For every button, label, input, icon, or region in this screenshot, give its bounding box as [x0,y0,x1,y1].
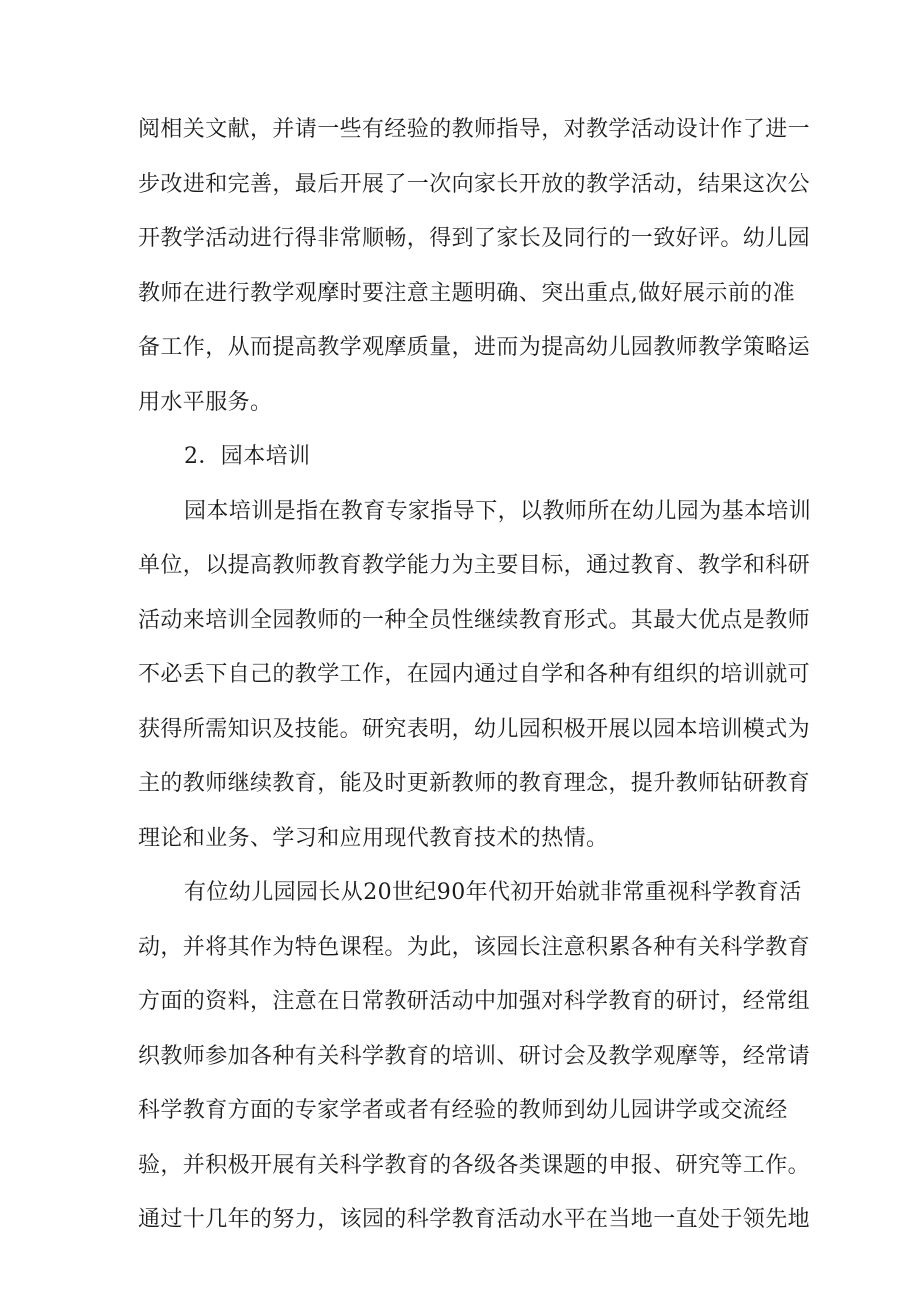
paragraph-line: 有位幼儿园园长从20世纪90年代初开始就非常重视科学教育活 [184,880,802,905]
paragraph-line: 通过十几年的努力，该园的科学教育活动水平在当地一直处于领先地 [138,1207,811,1232]
document-body [138,103,812,1248]
paragraph-line: 阅相关文献，并请一些有经验的教师指导，对教学活动设计作了进一 [138,117,811,142]
paragraph-line: 单位，以提高教师教育教学能力为主要目标，通过教育、教学和科研 [138,553,811,578]
paragraph-line: 获得所需知识及技能。研究表明，幼儿园积极开展以园本培训模式为 [138,716,811,742]
paragraph-line: 备工作，从而提高教学观摩质量，进而为提高幼儿园教师教学策略运 [138,335,811,360]
paragraph-line: 理论和业务、学习和应用现代教育技术的热情。 [138,825,609,851]
paragraph-line: 开教学活动进行得非常顺畅，得到了家长及同行的一致好评。幼儿园 [138,226,811,251]
paragraph-line: 不必丢下自己的教学工作，在园内通过自学和各种有组织的培训就可 [138,662,811,687]
paragraph-line: 教师在进行教学观摩时要注意主题明确、突出重点,做好展示前的准 [138,280,795,306]
paragraph-3 [138,866,811,1248]
paragraph-line: 活动来培训全园教师的一种全员性继续教育形式。其最大优点是教师 [138,607,811,633]
paragraph-line: 验，并积极开展有关科学教育的各级各类课题的申报、研究等工作。 [138,1152,811,1178]
paragraph-line: 科学教育方面的专家学者或者有经验的教师到幼儿园讲学或交流经 [138,1098,788,1123]
paragraph-line: 用水平服务。 [138,389,273,415]
paragraph-line: 动，并将其作为特色课程。为此，该园长注意积累各种有关科学教育 [138,934,811,960]
paragraph-line: 主的教师继续教育，能及时更新教师的教育理念，提升教师钻研教育 [138,771,811,796]
paragraph-1 [138,103,811,430]
paragraph-line: 园本培训是指在教育专家指导下，以教师所在幼儿园为基本培训 [184,498,812,524]
paragraph-line: 方面的资料，注意在日常教研活动中加强对科学教育的研讨，经常组 [138,989,811,1014]
section-heading: 2．园本培训 [184,444,311,469]
paragraph-line: 织教师参加各种有关科学教育的培训、研讨会及教学观摩等，经常请 [138,1043,811,1069]
paragraph-line: 步改进和完善，最后开展了一次向家长开放的教学活动，结果这次公 [138,171,811,197]
paragraph-2 [138,485,812,867]
